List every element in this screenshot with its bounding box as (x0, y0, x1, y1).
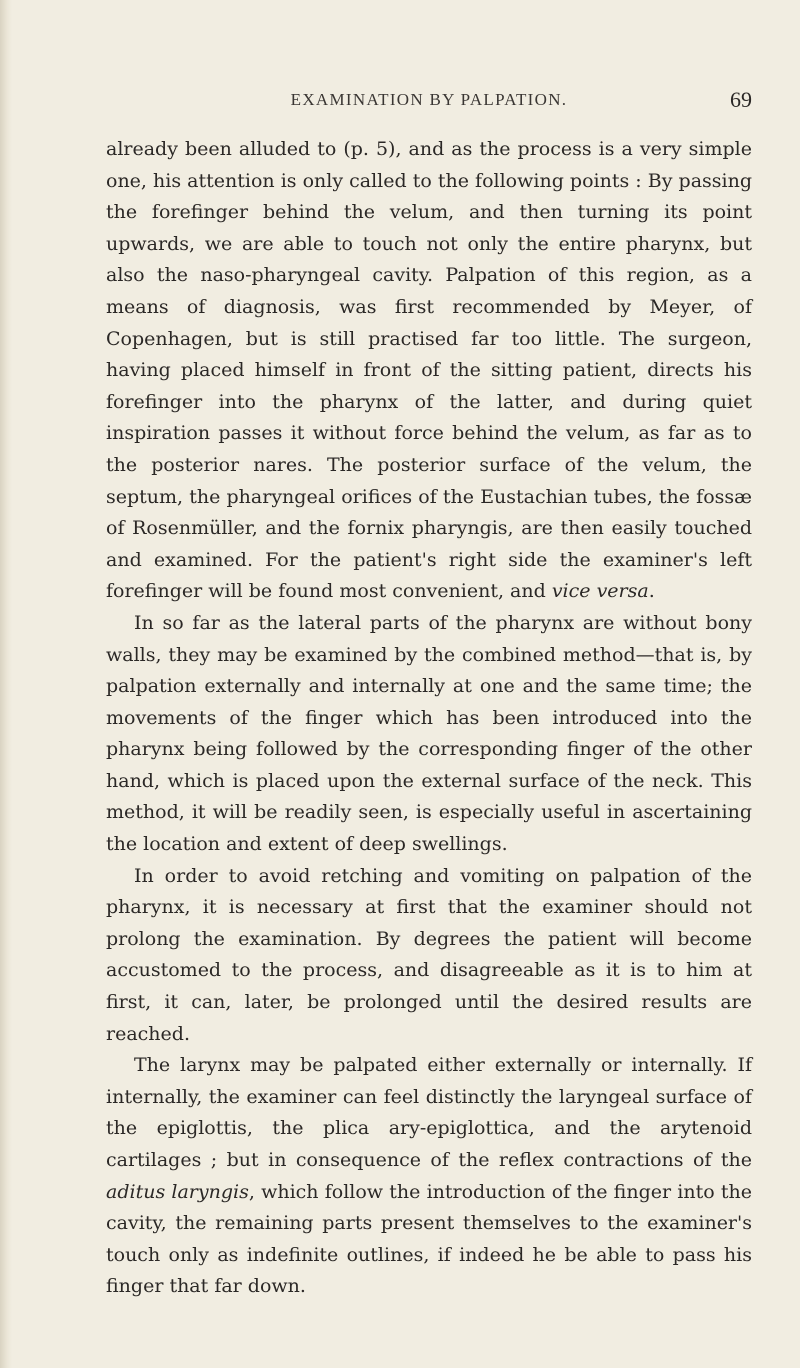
paragraph-4-text-end: , which follow the introduction of the finger into the cavity, the remaining parts present themselves to the examiner's touch only as indefinite outlines, if indeed he be able to pass his finger that far down. (106, 1180, 752, 1298)
paragraph-3: In order to avoid retching and vomiting on palpation of the pharynx, it is necessary at first that the examiner should not prolong the examination. By degrees the patient will become accustomed to the process, and disagreeable as it is to him at first, it can, later, be prolonged until the desired results are reached. (106, 864, 752, 1045)
paragraph-1-italic: vice versa (551, 580, 649, 603)
page-binding-edge (0, 0, 12, 1368)
paragraph-1 (106, 134, 752, 608)
paragraph-1-text: already been alluded to (p. 5), and as the process is a very simple one, his attention is only called to the following points : By passing the forefinger behind the velum, and then turning its point upwards, we are able to touch not only the entire pharynx, but also the naso-pharyngeal cavity. Palpation of this region, as a means of diagnosis, was first recommended by Meyer, of Copenhagen, but is still practised far too little. The surgeon, having placed himself in front of the sitting patient, directs his forefinger into the pharynx of the latter, and during quiet inspiration passes it without force behind the velum, as far as to the posterior nares. The posterior surface of the velum, the septum, the pharyngeal orifices of the Eustachian tubes, the fossæ of Rosenmüller, and the fornix pharyngis, are then easily touched and examined. For the patient's right side the examiner's left forefinger will be found most convenient, and (106, 138, 752, 603)
body-text (106, 134, 752, 1303)
paragraph-2: In so far as the lateral parts of the pharynx are without bony walls, they may be examined by the combined method—that is, by palpation externally and internally at one and the same time; the movements of the finger which has been introduced into the pharynx being followed by the corresponding finger of the other hand, which is placed upon the external surface of the neck. This method, it will be readily seen, is especially useful in ascertaining the location and extent of deep swellings. (106, 611, 752, 856)
paragraph-4-text: The larynx may be palpated either externally or internally. If internally, the examiner can feel distinctly the laryngeal surface of the epiglottis, the plica ary-epiglottica, and the arytenoid cartilages ; but in consequence of the reflex contractions of the (106, 1054, 752, 1171)
paragraph-4-italic: aditus laryngis (106, 1180, 249, 1203)
page-number: 69 (730, 87, 752, 112)
paragraph-4 (106, 1050, 752, 1303)
running-head: EXAMINATION BY PALPATION. (290, 90, 568, 109)
paragraph-1-text-end: . (648, 580, 655, 603)
page-header (106, 87, 752, 120)
